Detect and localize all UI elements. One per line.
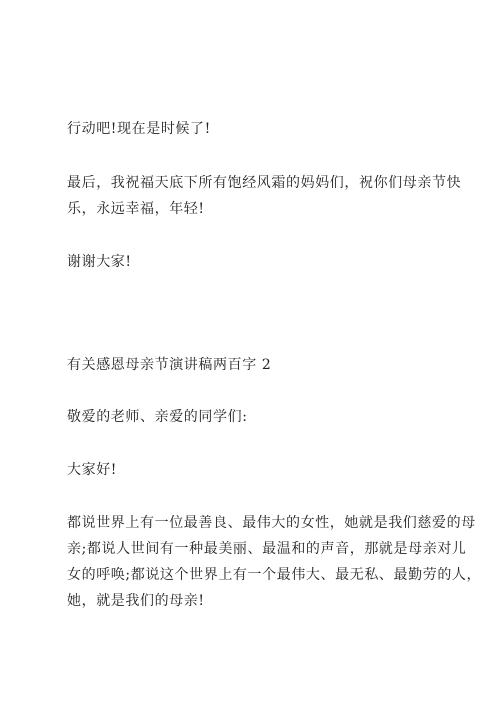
body-line-4: 她，就是我们的母亲! [67, 593, 205, 609]
body-line-3: 女的呼唤;都说这个世界上有一个最伟大、最无私、最勤劳的人， [67, 567, 482, 583]
body-line-1: 都说世界上有一位最善良、最伟大的女性，她就是我们慈爱的母 [67, 515, 476, 531]
paragraph-thanks: 谢谢大家! [67, 254, 132, 270]
paragraph-action: 行动吧!现在是时候了! [67, 121, 211, 137]
greeting-teachers-students: 敬爱的老师、亲爱的同学们: [67, 409, 248, 425]
body-line-2: 亲;都说人世间有一种最美丽、最温和的声音，那就是母亲对儿 [67, 541, 467, 557]
paragraph-blessing-line-1: 最后，我祝福天底下所有饱经风霜的妈妈们，祝你们母亲节快 [67, 175, 462, 191]
paragraph-blessing-line-2: 乐，永远幸福，年轻! [67, 201, 205, 217]
greeting-everyone: 大家好! [67, 462, 118, 478]
section-title: 有关感恩母亲节演讲稿两百字 2 [67, 357, 272, 373]
